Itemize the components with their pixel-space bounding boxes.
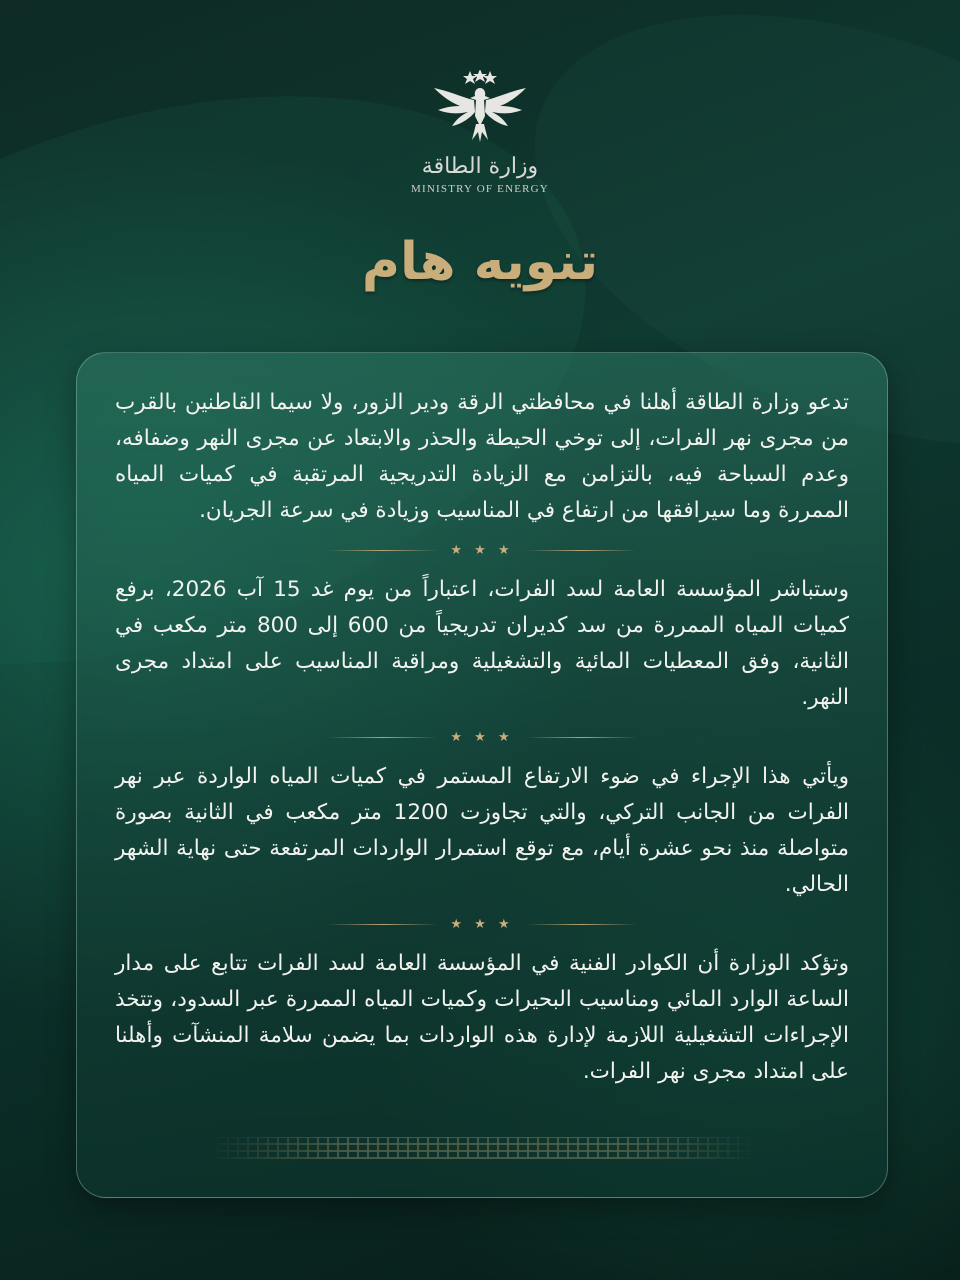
header bbox=[0, 70, 960, 195]
eagle-emblem-icon bbox=[430, 70, 530, 144]
page-title: تنويه هام bbox=[361, 232, 599, 292]
separator-stars-icon: ★ ★ ★ bbox=[450, 543, 514, 558]
separator-stars-icon: ★ ★ ★ bbox=[450, 730, 514, 745]
separator-stars-icon: ★ ★ ★ bbox=[450, 917, 514, 932]
decorative-pattern bbox=[207, 1137, 759, 1159]
separator bbox=[327, 543, 637, 558]
announcement-card bbox=[76, 352, 888, 1198]
separator bbox=[327, 730, 637, 745]
paragraph-4: وتؤكد الوزارة أن الكوادر الفنية في المؤسسة العامة لسد الفرات تتابع على مدار الساعة الوارد المائي ومناسيب البحيرات وكميات المياه الممررة عبر السدود، وتتخذ الإجراءات التشغيلية اللازمة لإدارة هذه الواردات بما يضمن سلامة المنشآت وأهلنا على امتداد مجرى نهر الفرات. bbox=[115, 951, 849, 1084]
separator bbox=[327, 917, 637, 932]
paragraph-2: وستباشر المؤسسة العامة لسد الفرات، اعتباراً من يوم غد 15 آب 2026، برفع كميات المياه الممررة من سد كديران تدريجياً من 600 إلى 800 متر مكعب في الثانية، وفق المعطيات المائية والتشغيلية ومراقبة المناسيب على امتداد مجرى النهر. bbox=[115, 577, 849, 710]
paragraph-3: ويأتي هذا الإجراء في ضوء الارتفاع المستمر في كميات المياه الواردة عبر نهر الفرات من الجانب التركي، والتي تجاوزت 1200 متر مكعب في الثانية بصورة متواصلة منذ نحو عشرة أيام، مع توقع استمرار الواردات المرتفعة حتى نهاية الشهر الحالي. bbox=[115, 764, 849, 897]
ministry-name-arabic: وزارة الطاقة bbox=[421, 154, 539, 179]
paragraph-1: تدعو وزارة الطاقة أهلنا في محافظتي الرقة ودير الزور، ولا سيما القاطنين بالقرب من مجرى نهر الفرات، إلى توخي الحيطة والحذر والابتعاد عن مجرى النهر وضفافه، وعدم السباحة فيه، بالتزامن مع الزيادة التدريجية المرتقبة في كميات المياه الممررة وما سيرافقها من ارتفاع في المناسيب وزيادة في سرعة الجريان. bbox=[115, 390, 849, 523]
ministry-name-english: MINISTRY OF ENERGY bbox=[411, 183, 549, 195]
